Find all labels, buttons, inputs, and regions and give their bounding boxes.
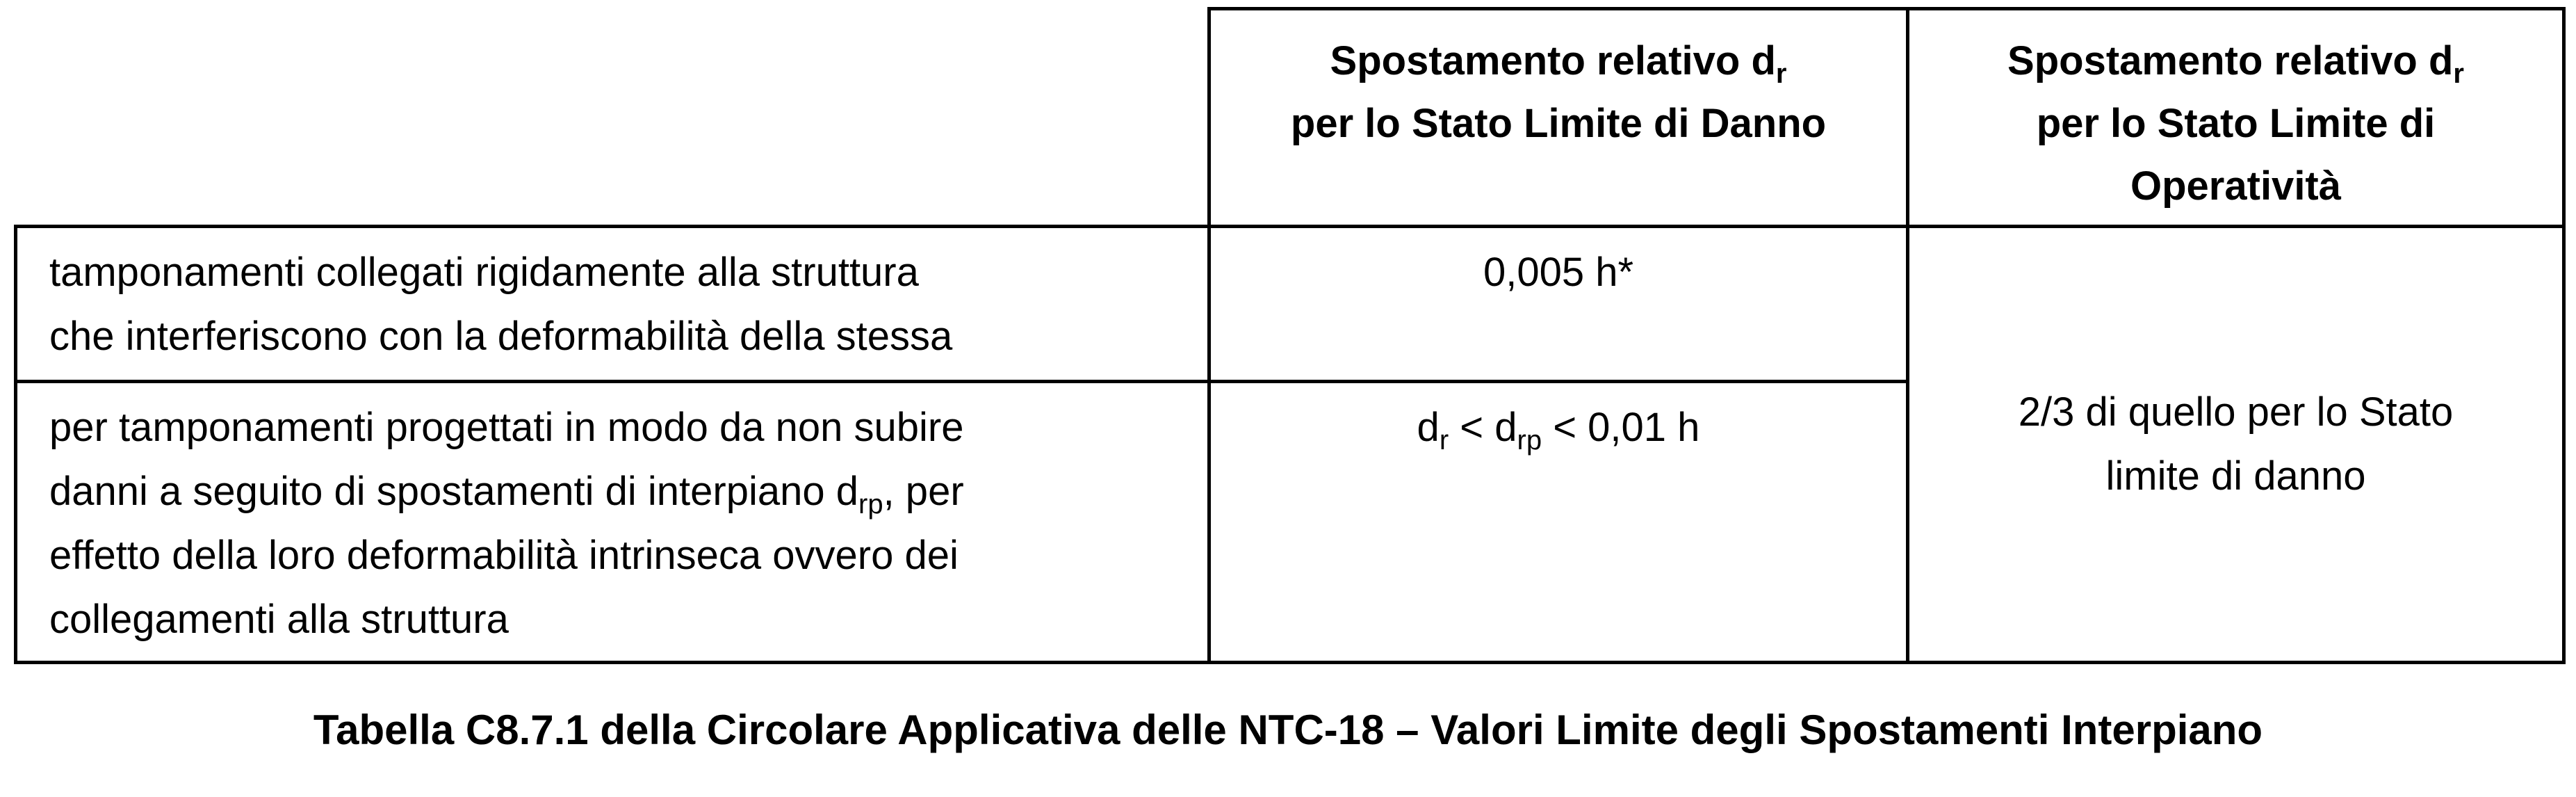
row2-description-line2: danni a seguito di spostamenti di interpiano d [49, 469, 858, 514]
row1-sld-value: 0,005 h* [1209, 227, 1908, 382]
row1-description-line: che interferiscono con la deformabilità della stessa [49, 314, 953, 359]
slo-merged-line: 2/3 di quello per lo Stato [2018, 389, 2454, 435]
header-row [16, 9, 2564, 227]
header-sld [1209, 9, 1908, 227]
row2-description-line2-post: , per [883, 469, 964, 514]
row2-sld-sub1: r [1439, 425, 1449, 456]
header-empty-cell [16, 9, 1209, 227]
header-slo-subscript: r [2453, 58, 2464, 89]
table [14, 7, 2566, 664]
row2-description-line4: collegamenti alla struttura [49, 597, 509, 642]
row2-sld-value [1209, 382, 1908, 663]
slo-merged-value [1908, 227, 2564, 663]
slo-merged-line: limite di danno [2105, 453, 2366, 499]
header-sld-line2: per lo Stato Limite di Danno [1290, 101, 1827, 146]
table-caption: Tabella C8.7.1 della Circolare Applicativa delle NTC-18 – Valori Limite degli Spostamenti Interpiano [313, 707, 2263, 753]
header-sld-line1: Spostamento relativo d [1330, 38, 1776, 83]
table-row [16, 227, 2564, 382]
row2-sld-mid: < d [1449, 405, 1517, 450]
row2-sld-sub2: rp [1517, 425, 1542, 456]
row2-description-subscript: rp [858, 489, 883, 520]
header-slo [1908, 9, 2564, 227]
limit-displacement-table [14, 7, 2562, 661]
row1-description [16, 227, 1209, 382]
row2-sld-post: < 0,01 h [1542, 405, 1700, 450]
header-slo-line2: per lo Stato Limite di [2036, 101, 2436, 146]
row1-description-line: tamponamenti collegati rigidamente alla struttura [49, 250, 919, 295]
header-sld-subscript: r [1775, 58, 1787, 89]
row2-description-line3: effetto della loro deformabilità intrinseca ovvero dei [49, 533, 959, 578]
header-slo-line1: Spostamento relativo d [2007, 38, 2454, 83]
header-slo-line3: Operatività [2130, 163, 2341, 209]
row2-description-line1: per tamponamenti progettati in modo da non subire [49, 405, 964, 450]
row2-sld-d1: d [1417, 405, 1440, 450]
row2-description [16, 382, 1209, 663]
